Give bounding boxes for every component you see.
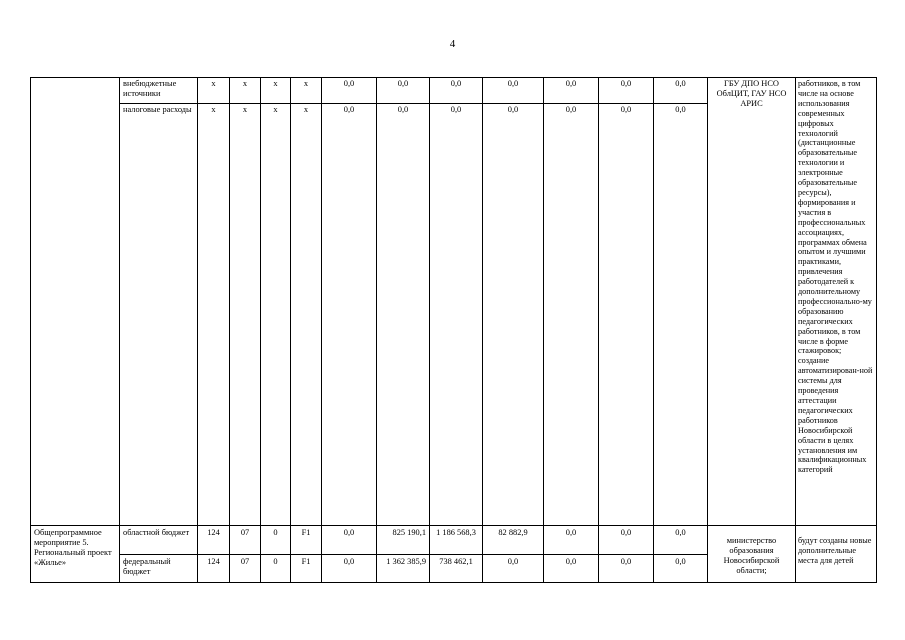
funding-source: областной бюджет (120, 526, 198, 555)
code-cell: 124 (198, 526, 230, 555)
code-cell: 124 (198, 555, 230, 583)
value-cell: 0,0 (483, 78, 544, 104)
value-cell: 0,0 (654, 78, 708, 104)
value-cell: 82 882,9 (483, 526, 544, 555)
value-cell: 0,0 (654, 104, 708, 526)
value-cell: 0,0 (322, 526, 377, 555)
funding-source: федеральный бюджет (120, 555, 198, 583)
code-cell: х (230, 104, 261, 526)
value-cell: 0,0 (322, 104, 377, 526)
value-cell: 0,0 (599, 555, 654, 583)
funding-source: налоговые расходы (120, 104, 198, 526)
value-cell: 0,0 (483, 555, 544, 583)
measure-name-cell (31, 78, 120, 526)
budget-table (30, 77, 877, 583)
code-cell: F1 (291, 555, 322, 583)
value-cell: 0,0 (599, 526, 654, 555)
measure-name-cell: Общепрограммное мероприятие 5. Региональный проект «Жилье» (31, 526, 120, 583)
value-cell: 0,0 (654, 526, 708, 555)
value-cell: 0,0 (544, 78, 599, 104)
code-cell: х (198, 78, 230, 104)
value-cell: 738 462,1 (430, 555, 483, 583)
value-cell: 1 186 568,3 (430, 526, 483, 555)
value-cell: 0,0 (430, 78, 483, 104)
value-cell: 0,0 (544, 104, 599, 526)
value-cell: 0,0 (483, 104, 544, 526)
executor-cell: ГБУ ДПО НСО ОблЦИТ, ГАУ НСО АРИС (708, 78, 796, 526)
code-cell: х (230, 78, 261, 104)
code-cell: 0 (261, 526, 291, 555)
table-row (31, 78, 877, 104)
value-cell: 0,0 (599, 104, 654, 526)
value-cell: 0,0 (544, 526, 599, 555)
value-cell: 0,0 (322, 555, 377, 583)
value-cell: 0,0 (430, 104, 483, 526)
value-cell: 0,0 (544, 555, 599, 583)
description-cell: будут созданы новые дополнительные места для детей (796, 526, 877, 583)
value-cell: 0,0 (377, 104, 430, 526)
description-cell: работников, в том числе на основе использования современных цифровых технологий (дистанционные образовательные технологии и электронные образовательные ресурсы), формирования и участия в профессиональных ассоциациях, программах обмена опытом и лучшими практиками, привлечения работодателей к дополнительному профессионально-му образованию педагогических работников, в том числе в форме стажировок; создание автоматизирован-ной системы для проведения аттестации педагогических работников Новосибирской области в целях установления им квалификационных категорий (796, 78, 877, 526)
executor-cell: министерство образования Новосибирской области; (708, 526, 796, 583)
code-cell: х (261, 104, 291, 526)
value-cell: 0,0 (654, 555, 708, 583)
funding-source: внебюджетные источники (120, 78, 198, 104)
code-cell: 0 (261, 555, 291, 583)
page-number: 4 (449, 38, 456, 50)
code-cell: х (198, 104, 230, 526)
code-cell: х (261, 78, 291, 104)
value-cell: 0,0 (322, 78, 377, 104)
table-row (31, 526, 877, 555)
code-cell: 07 (230, 555, 261, 583)
value-cell: 825 190,1 (377, 526, 430, 555)
value-cell: 0,0 (599, 78, 654, 104)
code-cell: х (291, 104, 322, 526)
value-cell: 1 362 385,9 (377, 555, 430, 583)
code-cell: F1 (291, 526, 322, 555)
code-cell: х (291, 78, 322, 104)
code-cell: 07 (230, 526, 261, 555)
value-cell: 0,0 (377, 78, 430, 104)
